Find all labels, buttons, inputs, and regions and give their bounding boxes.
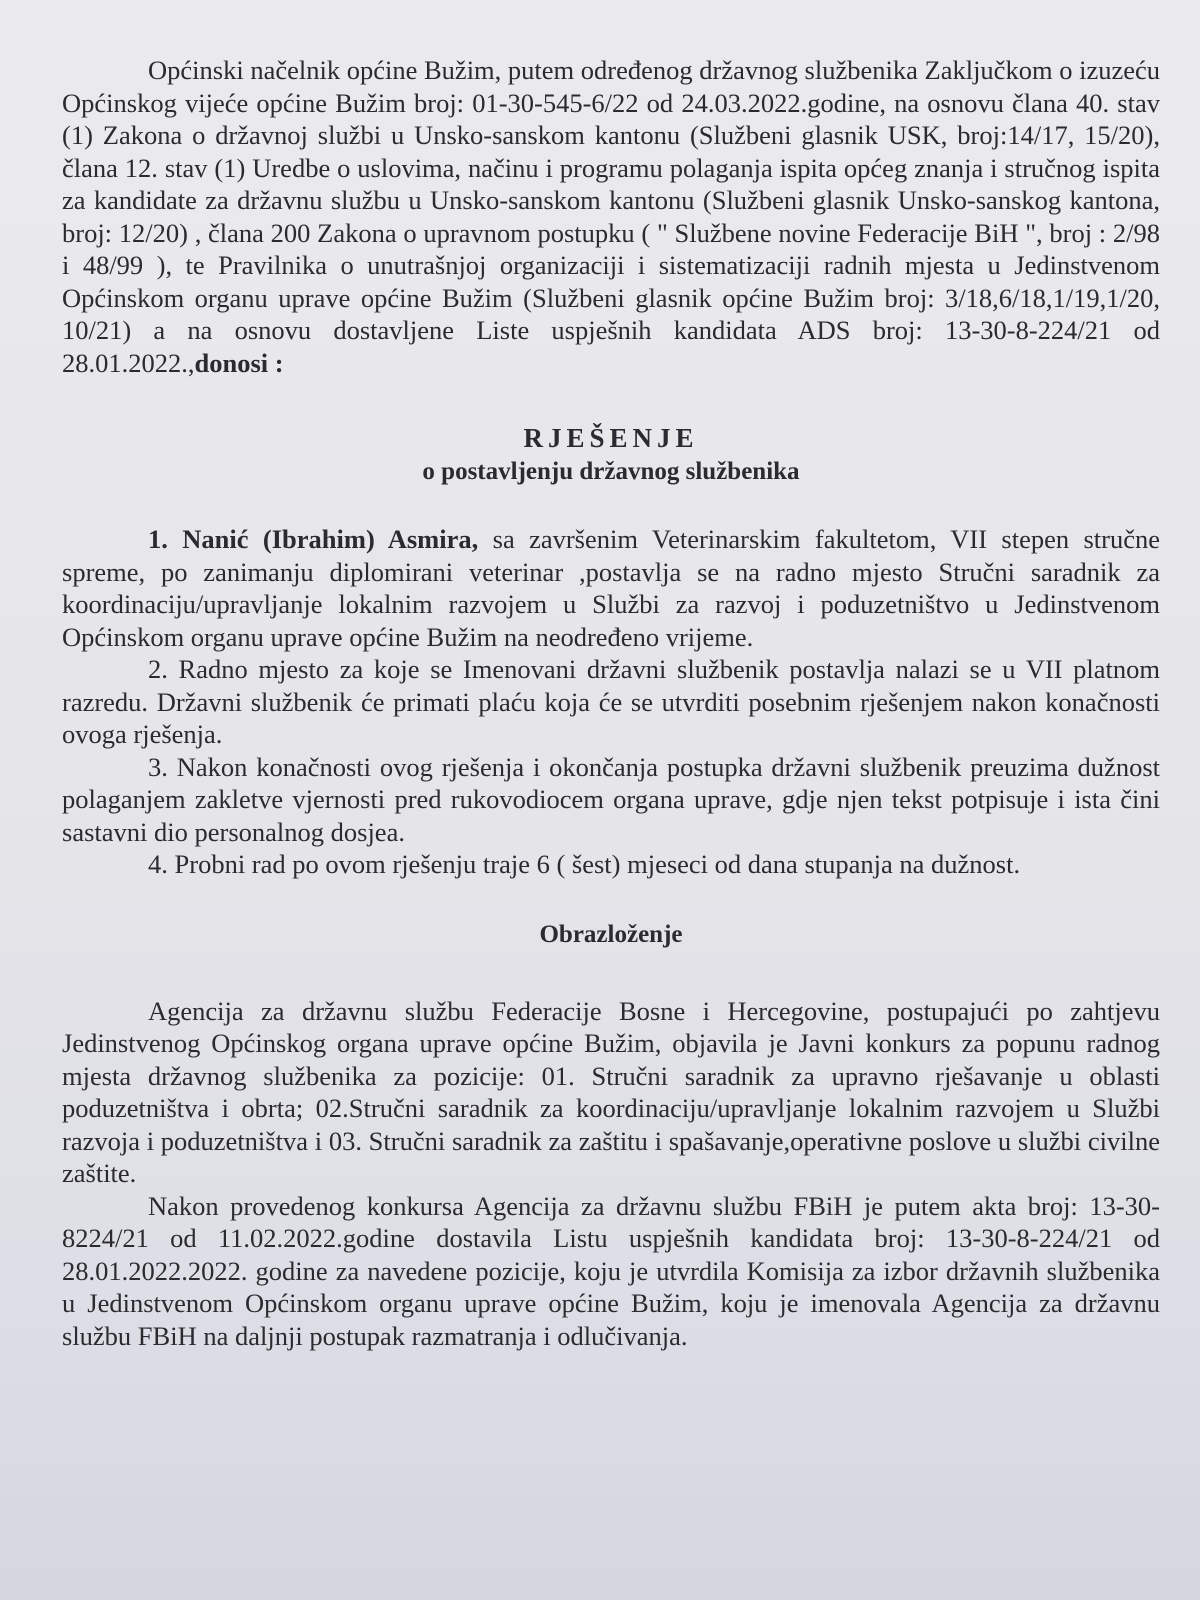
item-text: Nakon konačnosti ovog rješenja i okončanja postupka državni službenik preuzima dužnost polaganjem zakletve vjernosti pred rukovodiocem organa uprave, gdje njen tekst potpisuje i ista čini sastavni dio personalnog dosjea. xyxy=(62,751,1160,847)
item-text: sa završenim Veterinarskim fakultetom, VII stepen stručne spreme, po zanimanju diplomirani veterinar ,postavlja se na radno mjesto Stručni saradnik za koordinaciju/upravljanje lokalnim razvojem u Službi za razvoj i poduzetništvo u Jedinstvenom Općinskom organu uprave općine Bužim na neodređeno vrijeme. xyxy=(62,524,1161,652)
list-item-4 xyxy=(62,848,1160,881)
explanation-heading: Obrazloženje xyxy=(539,920,683,948)
item-number: 4. xyxy=(148,849,168,879)
explanation-paragraph-2: Nakon provedenog konkursa Agencija za državnu službu FBiH je putem akta broj: 13-30-8224/21 od 11.02.2022.godine dostavila Listu uspješnih kandidata broj: 13-30-8-224/21 od 28.01.2022.2022. godine za navedene pozicije, koju je utvrdila Komisija za izbor državnih službenika u Jedinstvenom Općinskom organu uprave općine Bužim, koju je imenovala Agencija za državnu službu FBiH na daljnji postupak razmatranja i odlučivanja. xyxy=(62,1190,1160,1351)
list-item-3 xyxy=(62,751,1160,849)
item-text: Radno mjesto za koje se Imenovani državni službenik postavlja nalazi se u VII platnom razredu. Državni službenik će primati plaću koja će se utvrditi posebnim rješenjem nakon konačnosti ovoga rješenja. xyxy=(62,654,1161,749)
list-item-1 xyxy=(62,523,1160,653)
item-number: 1. xyxy=(148,524,168,554)
item-text: Probni rad po ovom rješenju traje 6 ( šest) mjeseci od dana stupanja na dužnost. xyxy=(174,849,1021,879)
intro-text: Općinski načelnik općine Bužim, putem određenog državnog službenika Zaključkom o izuzeću Općinskog vijeće općine Bužim broj: 01-30-545-6/22 od 24.03.2022.godine, na osnovu člana 40. stav (1) Zakona o državnoj službi u Unsko-sanskom kantonu (Službeni glasnik USK, broj:14/17, 15/20), člana 12. stav (1) Uredbe o uslovima, načinu i programu polaganja ispita općeg znanja i stručnog ispita za kandidate za državnu službu u Unsko-sanskom kantonu (Službeni glasnik Unsko-sanskog kantona, broj: 12/20) , člana 200 Zakona o upravnom postupku ( " Službene novine Federacije BiH ", broj : 2/98 i 48/99 ), te Pravilnika o unutrašnjoj organizaciji i sistematizaciji radnih mjesta u Jedinstvenom Općinskom organu uprave općine Bužim (Službeni glasnik općine Bužim broj: 3/18,6/18,1/19,1/20, 10/21) a na osnovu dostavljene Liste uspješnih kandidata ADS broj: 13-30-8-224/21 od 28.01.2022., xyxy=(62,55,1160,378)
appointee-name: Nanić (Ibrahim) Asmira, xyxy=(182,524,479,554)
intro-tail-bold: donosi : xyxy=(194,347,284,378)
decision-subtitle: o postavljenju državnog službenika xyxy=(422,458,800,485)
explanation-paragraph-1: Agencija za državnu službu Federacije Bosne i Hercegovine, postupajući po zahtjevu Jedinstvenog Općinskog organa uprave općine Bužim, objavila je Javni konkurs za popunu radnog mjesta državnog službenika za pozicije: 01. Stručni saradnik za upravno rješavanje u oblasti poduzetništva i obrta; 02.Stručni saradnik za koordinaciju/upravljanje lokalnim razvojem u Službi razvoja i poduzetništva i 03. Stručni saradnik za zaštitu i spašavanje,operativne poslove u službi civilne zaštite. xyxy=(62,995,1160,1188)
decision-title: RJEŠENJE xyxy=(523,423,699,453)
item-number: 3. xyxy=(148,751,168,782)
list-item-2 xyxy=(62,653,1160,751)
item-number: 2. xyxy=(148,654,168,684)
intro-paragraph xyxy=(62,54,1160,379)
